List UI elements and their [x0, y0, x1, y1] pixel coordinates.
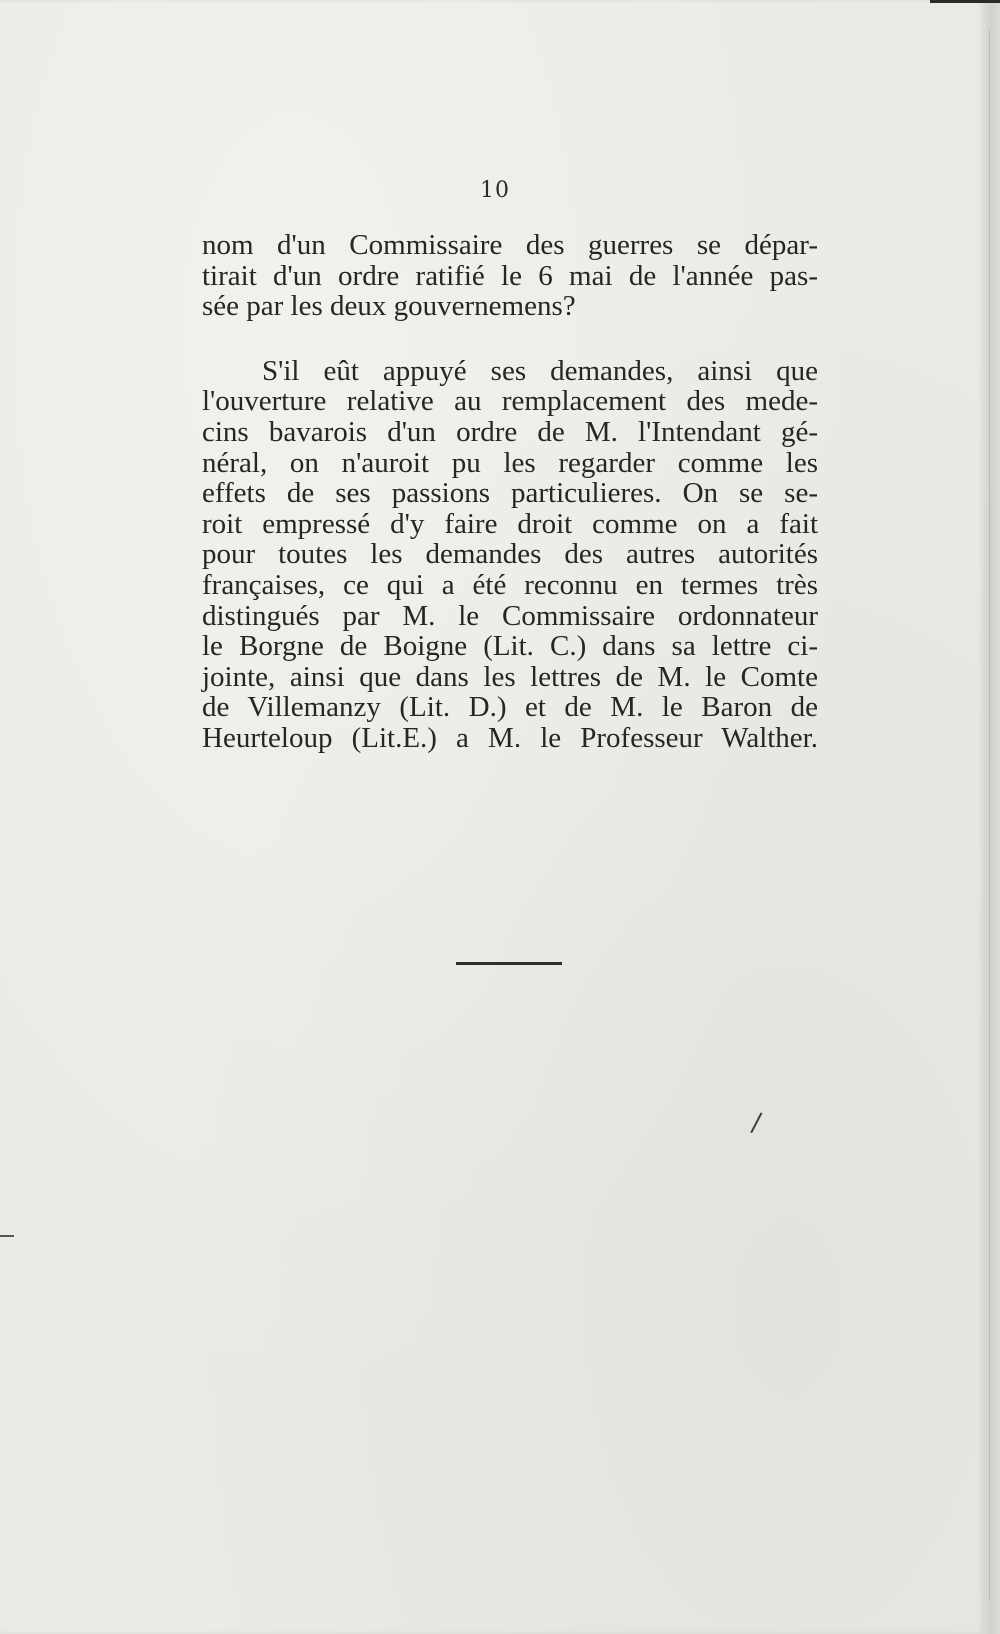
text-line: pour toutes les demandes des autres autorités — [202, 538, 818, 571]
paragraph-gap — [202, 322, 818, 356]
text-line: cins bavarois d'un ordre de M. l'Intendant gé- — [202, 415, 818, 448]
text-line: l'ouverture relative au remplacement des mede- — [202, 385, 818, 418]
text-line: S'il eût appuyé ses demandes, ainsi que — [262, 354, 818, 387]
top-corner-mark — [930, 0, 1000, 3]
text-line: sée par les deux gouvernemens? — [202, 290, 576, 323]
text-line: françaises, ce qui a été reconnu en termes très — [202, 568, 818, 601]
text-line: de Villemanzy (Lit. D.) et de M. le Baron de — [202, 691, 818, 724]
page-edge-line — [989, 30, 990, 1600]
text-line: néral, on n'auroit pu les regarder comme les — [202, 446, 818, 479]
ink-mark: / — [749, 1107, 764, 1139]
text-line: le Borgne de Boigne (Lit. C.) dans sa lettre ci- — [202, 630, 818, 663]
paragraph-1 — [202, 230, 818, 322]
text-line: distingués par M. le Commissaire ordonnateur — [202, 599, 818, 632]
text-line: nom d'un Commissaire des guerres se dépar- — [202, 229, 818, 261]
paragraph-2 — [202, 356, 818, 754]
page-number: 10 — [480, 178, 510, 203]
margin-mark — [0, 1235, 14, 1237]
body-text — [202, 230, 818, 754]
text-line: effets de ses passions particulieres. On se se- — [202, 477, 818, 510]
text-line: Heurteloup (Lit.E.) a M. le Professeur Walther. — [202, 721, 818, 754]
text-line: roit empressé d'y faire droit comme on a fait — [202, 507, 818, 540]
section-divider-rule — [456, 962, 562, 965]
text-line: tirait d'un ordre ratifié le 6 mai de l'année pas- — [202, 259, 818, 292]
page-edge — [985, 0, 1000, 1634]
text-line: jointe, ainsi que dans les lettres de M. le Comte — [202, 660, 818, 693]
